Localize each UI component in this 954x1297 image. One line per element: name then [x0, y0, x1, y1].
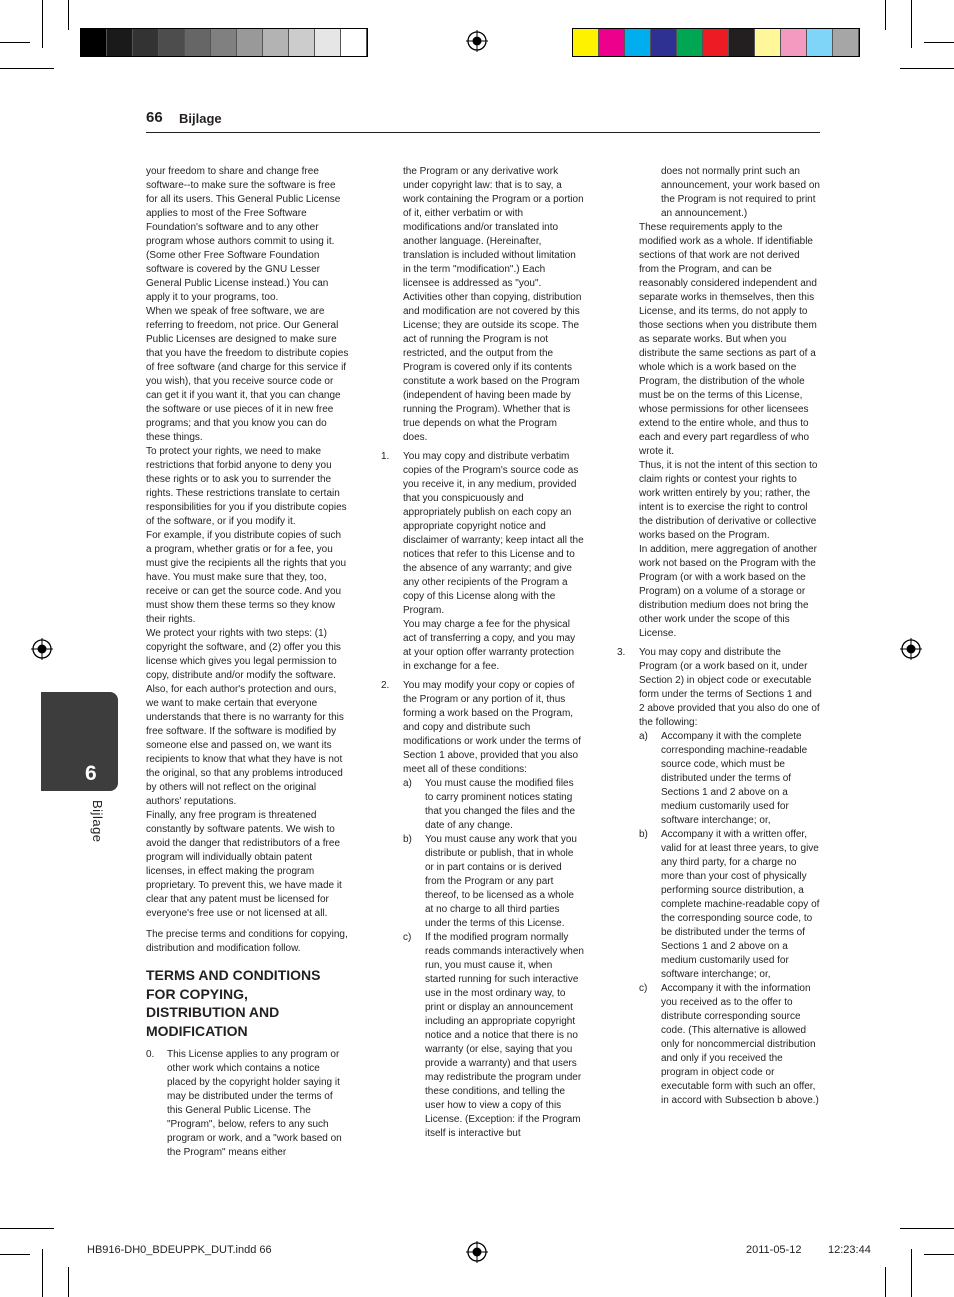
color-swatch: [185, 29, 211, 56]
crop-mark: [68, 1267, 69, 1297]
footer-date: 2011-05-12: [746, 1244, 802, 1256]
paragraph: your freedom to share and change free software--to make sure the software is free for all its users. This General Public License applies to most of the Free Software Foundation's software and to any other program whose authors commit to using it. (Some other Free Software Foundation software is covered by the GNU Lesser General Public License instead.) You can apply it to your programs, too.: [146, 166, 341, 303]
list-item: [381, 679, 584, 777]
paragraph: Activities other than copying, distribution and modification are not covered by this License; they are outside its scope. The act of running the Program is not restricted, and the output from the Program is covered only if its contents constitute a work based on the Program (independent of having been made by running the Program). Whether that is true depends on what the Program does.: [403, 292, 582, 443]
color-swatch: [625, 29, 651, 56]
crop-mark: [900, 68, 954, 69]
list-item: [617, 646, 820, 730]
column-2: [381, 165, 584, 1141]
section-title: Bijlage: [179, 111, 222, 126]
item-letter: c): [403, 932, 412, 943]
paragraph: To protect your rights, we need to make restrictions that forbid anyone to deny you these rights or to ask you to surrender the rights. These restrictions translate to certain responsibilities for you if you distribute copies of the software, or if you modify it.: [146, 446, 347, 527]
crop-mark: [0, 1254, 30, 1255]
color-swatch: [81, 29, 107, 56]
crop-mark: [911, 1249, 912, 1297]
color-swatch: [807, 29, 833, 56]
color-swatch: [133, 29, 159, 56]
item-text: This License applies to any program or other work which contains a notice placed by the copyright holder saying it may be distributed under the terms of this General Public License. The "Program", below, refers to any such program or work, and a "work based on the Program" means either: [167, 1049, 342, 1158]
item-number: 1.: [381, 451, 390, 462]
item-number: 0.: [146, 1049, 155, 1060]
paragraph: does not normally print such an announcement, your work based on the Program is not required to print an announcement.): [661, 166, 820, 219]
item-text: If the modified program normally reads commands interactively when run, you must cause it, when started running for such interactive use in the most ordinary way, to print or display an announcement including an appropriate copyright notice and a notice that there is no warranty (or else, saying that you provide a warranty) and that users may redistribute the program under these conditions, and telling the user how to view a copy of this License. (Exception: if the Program itself is interactive but: [425, 932, 584, 1139]
registration-mark-icon: [31, 638, 53, 660]
color-swatch: [703, 29, 729, 56]
registration-mark-icon: [466, 1241, 488, 1263]
color-swatch: [237, 29, 263, 56]
item-text: You must cause any work that you distribute or publish, that in whole or in part contains or is derived from the Program or any part thereof, to be licensed as a whole at no charge to all third parties under the terms of this License.: [425, 834, 577, 929]
crop-mark: [0, 42, 30, 43]
paragraph: In addition, mere aggregation of another work not based on the Program with the Program (or with a work based on the Program) on a volume of a storage or distribution medium does not bring the other work under the scope of this License.: [639, 544, 817, 639]
item-text: Accompany it with the information you received as to the offer to distribute corresponding source code. (This alternative is allowed only for noncommercial distribution and only if you received the program in object code or executable form with such an offer, in accord with Subsection b above.): [661, 983, 819, 1106]
color-swatch: [781, 29, 807, 56]
header-rule: [146, 132, 820, 133]
item-letter: b): [639, 829, 648, 840]
color-swatch: [651, 29, 677, 56]
color-swatch: [573, 29, 599, 56]
color-swatch: [315, 29, 341, 56]
color-swatch: [755, 29, 781, 56]
crop-mark: [42, 0, 43, 48]
item-letter: a): [403, 778, 412, 789]
paragraph: The precise terms and conditions for copying, distribution and modification follow.: [146, 929, 348, 954]
color-swatch: [599, 29, 625, 56]
crop-mark: [885, 0, 886, 30]
item-number: 3.: [617, 647, 626, 658]
color-swatch: [833, 29, 859, 56]
paragraph: Finally, any free program is threatened constantly by software patents. We wish to avoid the danger that redistributors of a free program will individually obtain patent licenses, in effect making the program proprietary. To prevent this, we have made it clear that any patent must be licensed for everyone's free use or not licensed at all.: [146, 810, 342, 919]
crop-mark: [924, 42, 954, 43]
color-swatch: [107, 29, 133, 56]
crop-mark: [0, 68, 54, 69]
grayscale-bar: [80, 28, 368, 57]
column-3: [617, 165, 820, 1108]
crop-mark: [0, 1228, 54, 1229]
item-letter: b): [403, 834, 412, 845]
item-number: 2.: [381, 680, 390, 691]
registration-mark-icon: [466, 30, 488, 52]
registration-mark-icon: [900, 638, 922, 660]
paragraph: These requirements apply to the modified work as a whole. If identifiable sections of that work are not derived from the Program, and can be reasonably considered independent and separate works in themselves, then this License, and its terms, do not apply to those sections when you distribute them as separate works. But when you distribute the same sections as part of a whole which is a work based on the Program, the distribution of the whole must be on the terms of this License, whose permissions for other licensees extend to the entire whole, and thus to each and every part regardless of who wrote it.: [639, 222, 817, 457]
crop-mark: [924, 1254, 954, 1255]
column-1: [146, 165, 349, 1160]
paragraph: When we speak of free software, we are referring to freedom, not price. Our General Public Licenses are designed to make sure that you have the freedom to distribute copies of free software (and charge for this service if you wish), that you receive source code or can get it if you want it, that you can change the software or use pieces of it in new free programs; and that you know you can do these things.: [146, 306, 349, 443]
item-text: You must cause the modified files to carry prominent notices stating that you changed the files and the date of any change.: [425, 778, 576, 831]
chapter-number: 6: [85, 762, 97, 785]
crop-mark: [911, 0, 912, 48]
crop-mark: [68, 0, 69, 30]
paragraph: Also, for each author's protection and ours, we want to make certain that everyone understands that there is no warranty for this free software. If the software is modified by someone else and passed on, we want its recipients to know that what they have is not the original, so that any problems introduced by others will not reflect on the original authors' reputations.: [146, 684, 344, 807]
color-swatch: [289, 29, 315, 56]
paragraph: You may charge a fee for the physical act of transferring a copy, and you may at your option offer warranty protection in exchange for a fee.: [403, 619, 576, 672]
sub-list-item: [617, 982, 820, 1108]
color-bar: [572, 28, 860, 57]
paragraph: We protect your rights with two steps: (1) copyright the software, and (2) offer you this license which gives you legal permission to copy, distribute and/or modify the software.: [146, 628, 341, 681]
page-number: 66: [146, 109, 163, 126]
item-text: You may copy and distribute verbatim copies of the Program's source code as you receive it, in any medium, provided that you conspicuously and appropriately publish on each copy an appropriate copyright notice and disclaimer of warranty; keep intact all the notices that refer to this License and to the absence of any warranty; and give any other recipients of the Program a copy of this License along with the Program.: [403, 451, 584, 616]
crop-mark: [42, 1249, 43, 1297]
list-item: [381, 450, 584, 618]
paragraph: For example, if you distribute copies of such a program, whether gratis or for a fee, you must give the recipients all the rights that you have. You must make sure that they, too, receive or can get the source code. And you must show them these terms so they know their rights.: [146, 530, 347, 625]
sub-list-item: [381, 833, 584, 931]
list-item: [146, 1048, 349, 1160]
color-swatch: [263, 29, 289, 56]
crop-mark: [885, 1267, 886, 1297]
sub-list-item: [381, 777, 584, 833]
paragraph: Thus, it is not the intent of this section to claim rights or contest your rights to work written entirely by you; rather, the intent is to exercise the right to control the distribution of derivative or collective works based on the Program.: [639, 460, 818, 541]
item-text: Accompany it with a written offer, valid for at least three years, to give any third party, for a charge no more than your cost of physically performing source distribution, a complete machine-readable copy of the corresponding source code, to be distributed under the terms of Sections 1 and 2 above on a medium customarily used for software interchange; or,: [661, 829, 820, 980]
sub-list-item: [617, 730, 820, 828]
chapter-label: Bijlage: [90, 800, 105, 843]
crop-mark: [900, 1228, 954, 1229]
color-swatch: [211, 29, 237, 56]
footer-filename: HB916-DH0_BDEUPPK_DUT.indd 66: [87, 1244, 272, 1256]
color-swatch: [729, 29, 755, 56]
color-swatch: [341, 29, 367, 56]
item-text: You may copy and distribute the Program (or a work based on it, under Section 2) in object code or executable form under the terms of Sections 1 and 2 above provided that you also do one of the following:: [639, 647, 820, 728]
item-text: Accompany it with the complete corresponding machine-readable source code, which must be distributed under the terms of Sections 1 and 2 above on a medium customarily used for software interchange; or,: [661, 731, 808, 826]
color-swatch: [159, 29, 185, 56]
item-text: You may modify your copy or copies of the Program or any portion of it, thus forming a work based on the Program, and copy and distribute such modifications or work under the terms of Section 1 above, provided that you also meet all of these conditions:: [403, 680, 581, 775]
color-swatch: [677, 29, 703, 56]
chapter-tab: [41, 692, 118, 791]
footer-time: 12:23:44: [828, 1244, 871, 1256]
sub-list-item: [617, 828, 820, 982]
sub-list-item: [381, 931, 584, 1141]
section-heading: TERMS AND CONDITIONS FOR COPYING, DISTRIBUTION AND MODIFICATION: [146, 967, 321, 1039]
paragraph: the Program or any derivative work under copyright law: that is to say, a work containing the Program or a portion of it, either verbatim or with modifications and/or translated into another language. (Hereinafter, translation is included without limitation in the term "modification".) Each licensee is addressed as "you".: [403, 166, 584, 289]
item-letter: c): [639, 983, 648, 994]
item-letter: a): [639, 731, 648, 742]
